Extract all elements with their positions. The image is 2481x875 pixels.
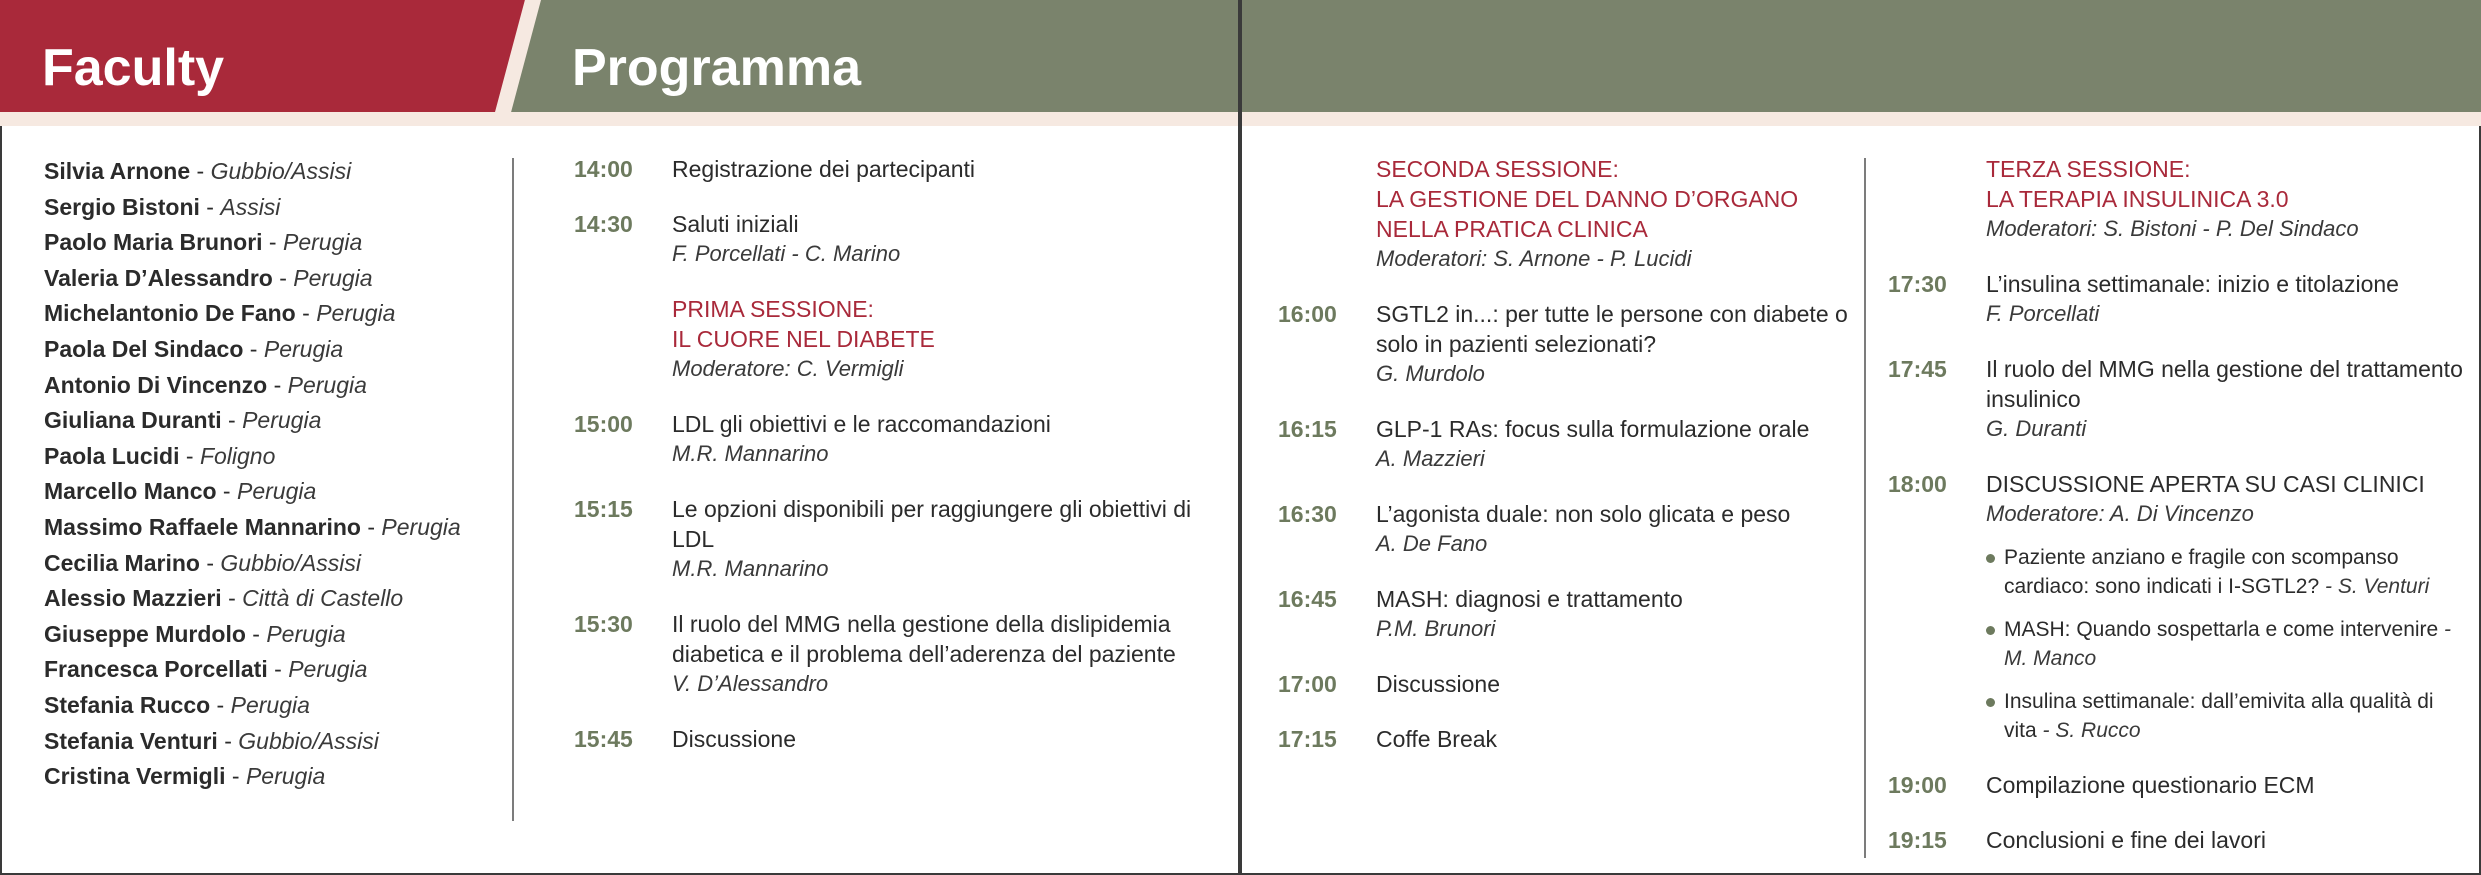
faculty-member	[44, 368, 504, 404]
case-list	[1986, 543, 2468, 745]
faculty-separator: -	[267, 371, 288, 398]
item-time: 19:00	[1888, 772, 1947, 798]
item-title: Registrazione dei partecipanti	[672, 156, 976, 182]
program-item	[1278, 499, 1848, 559]
program-column-1	[574, 154, 1234, 779]
program-item	[1278, 584, 1848, 644]
faculty-member	[44, 688, 504, 724]
program-item	[1278, 414, 1848, 474]
faculty-name: Paola Lucidi	[44, 442, 180, 469]
item-title: L’agonista duale: non solo glicata e peso	[1376, 501, 1791, 527]
case-speaker: - M. Manco	[2004, 618, 2452, 670]
faculty-name: Giuliana Duranti	[44, 407, 222, 434]
faculty-member	[44, 474, 504, 510]
faculty-separator: -	[272, 264, 294, 291]
session-heading	[1278, 154, 1848, 274]
faculty-separator: -	[267, 656, 289, 683]
item-title: Discussione	[1376, 671, 1500, 697]
program-item	[1888, 469, 2468, 745]
session-heading	[574, 294, 1234, 384]
program-item	[574, 724, 1234, 754]
item-time: 15:00	[574, 411, 633, 437]
item-speaker: V. D’Alessandro	[672, 671, 829, 696]
session-label: TERZA SESSIONE:	[1986, 156, 2191, 182]
item-time: 16:15	[1278, 416, 1337, 442]
faculty-name: Antonio Di Vincenzo	[44, 371, 268, 398]
faculty-separator: -	[217, 727, 239, 754]
faculty-member	[44, 439, 504, 475]
faculty-heading: Faculty	[42, 39, 225, 97]
program-item	[574, 609, 1234, 699]
faculty-member	[44, 332, 504, 368]
item-speaker: A. De Fano	[1376, 531, 1488, 556]
faculty-city: Perugia	[381, 513, 461, 540]
case-text: MASH: Quando sospettarla e come intervenire	[2004, 618, 2439, 641]
faculty-separator: -	[210, 691, 231, 718]
item-speaker: G. Murdolo	[1376, 361, 1485, 386]
program-column-2	[1278, 154, 1848, 779]
faculty-name: Paolo Maria Brunori	[44, 229, 263, 256]
item-speaker: P.M. Brunori	[1376, 616, 1496, 641]
faculty-separator: -	[225, 763, 246, 790]
program-item	[574, 494, 1234, 584]
faculty-city: Perugia	[266, 620, 346, 647]
programma-heading: Programma	[572, 39, 861, 97]
faculty-city: Perugia	[293, 264, 373, 291]
faculty-city: Perugia	[316, 300, 396, 327]
session-heading	[1888, 154, 2468, 244]
session-title: LA GESTIONE DEL DANNO D’ORGANO	[1376, 186, 1799, 212]
faculty-separator: -	[221, 585, 243, 612]
item-title: Coffe Break	[1376, 726, 1498, 752]
session-label: SECONDA SESSIONE:	[1376, 156, 1619, 182]
item-title: Il ruolo del MMG nella gestione della dislipidemia diabetica e il problema dell’aderenza del paziente	[672, 611, 1176, 667]
faculty-name: Massimo Raffaele Mannarino	[44, 513, 361, 540]
item-speaker: Moderatore: A. Di Vincenzo	[1986, 501, 2254, 526]
faculty-member	[44, 652, 504, 688]
faculty-city: Perugia	[263, 335, 344, 362]
faculty-member	[44, 225, 504, 261]
item-speaker: A. Mazzieri	[1376, 446, 1485, 471]
item-time: 17:30	[1888, 271, 1947, 297]
faculty-member	[44, 724, 504, 760]
column-divider	[1864, 158, 1866, 858]
program-item	[574, 209, 1234, 269]
case-item	[1986, 543, 2468, 601]
program-item	[574, 409, 1234, 469]
faculty-member	[44, 296, 504, 332]
program-column-3	[1888, 154, 2468, 875]
item-title: SGTL2 in...: per tutte le persone con diabete o solo in pazienti selezionati?	[1376, 301, 1848, 357]
item-title: Saluti iniziali	[672, 211, 799, 237]
faculty-list	[44, 154, 504, 795]
faculty-separator: -	[262, 229, 283, 256]
program-item	[1888, 354, 2468, 444]
faculty-separator: -	[245, 620, 267, 647]
session-title: IL CUORE NEL DIABETE	[672, 326, 935, 352]
faculty-separator: -	[199, 193, 221, 220]
item-speaker: M.R. Mannarino	[672, 441, 829, 466]
item-time: 15:45	[574, 726, 633, 752]
case-text: Paziente anziano e fragile con scompanso cardiaco: sono indicati i I-SGTL2?	[2004, 546, 2399, 598]
faculty-member	[44, 261, 504, 297]
faculty-name: Valeria D’Alessandro	[44, 264, 273, 291]
item-time: 18:00	[1888, 471, 1947, 497]
bullet-dot-icon	[1986, 626, 1995, 635]
faculty-name: Cristina Vermigli	[44, 763, 226, 790]
program-item	[1888, 770, 2468, 800]
faculty-member	[44, 617, 504, 653]
faculty-member	[44, 581, 504, 617]
program-item	[1278, 669, 1848, 699]
faculty-separator: -	[243, 335, 264, 362]
faculty-name: Michelantonio De Fano	[44, 300, 296, 327]
item-title: LDL gli obiettivi e le raccomandazioni	[672, 411, 1051, 437]
item-title: Compilazione questionario ECM	[1986, 772, 2315, 798]
item-title: GLP-1 RAs: focus sulla formulazione orale	[1376, 416, 1810, 442]
faculty-name: Paola Del Sindaco	[44, 335, 244, 362]
bullet-dot-icon	[1986, 698, 1995, 707]
session-moderator: Moderatori: S. Arnone - P. Lucidi	[1376, 246, 1692, 271]
item-title: Le opzioni disponibili per raggiungere gli obiettivi di LDL	[672, 496, 1192, 552]
item-speaker: F. Porcellati	[1986, 301, 2100, 326]
faculty-city: Perugia	[242, 407, 322, 434]
faculty-name: Francesca Porcellati	[44, 656, 268, 683]
faculty-name: Silvia Arnone	[44, 158, 191, 184]
faculty-city: Perugia	[283, 229, 363, 256]
faculty-name: Cecilia Marino	[44, 549, 200, 576]
item-speaker: M.R. Mannarino	[672, 556, 829, 581]
faculty-separator: -	[179, 442, 200, 469]
program-item	[1278, 299, 1848, 389]
item-time: 16:30	[1278, 501, 1337, 527]
program-item	[1278, 724, 1848, 754]
faculty-name: Stefania Rucco	[44, 691, 211, 718]
item-time: 15:15	[574, 496, 633, 522]
item-speaker: F. Porcellati - C. Marino	[672, 241, 901, 266]
item-time: 14:00	[574, 156, 633, 182]
case-item	[1986, 687, 2468, 745]
item-title: Il ruolo del MMG nella gestione del trattamento insulinico	[1986, 356, 2463, 412]
item-title: L’insulina settimanale: inizio e titolazione	[1986, 271, 2399, 297]
item-speaker: G. Duranti	[1986, 416, 2087, 441]
faculty-member	[44, 403, 504, 439]
item-time: 16:45	[1278, 586, 1337, 612]
item-time: 15:30	[574, 611, 633, 637]
program-item	[574, 154, 1234, 184]
faculty-separator: -	[216, 478, 237, 505]
item-title: MASH: diagnosi e trattamento	[1376, 586, 1683, 612]
faculty-city: Gubbio/Assisi	[238, 727, 379, 754]
faculty-city: Perugia	[245, 763, 326, 790]
session-moderator: Moderatore: C. Vermigli	[672, 356, 904, 381]
faculty-name: Giuseppe Murdolo	[44, 620, 246, 647]
case-item	[1986, 615, 2468, 673]
item-time: 14:30	[574, 211, 633, 237]
faculty-separator: -	[199, 549, 221, 576]
item-title: DISCUSSIONE APERTA SU CASI CLINICI	[1986, 471, 2425, 497]
faculty-separator: -	[295, 300, 317, 327]
faculty-member	[44, 154, 504, 190]
faculty-city: Perugia	[287, 371, 367, 398]
faculty-member	[44, 510, 504, 546]
item-time: 19:15	[1888, 827, 1947, 853]
item-time: 17:00	[1278, 671, 1337, 697]
faculty-member	[44, 759, 504, 795]
faculty-name: Alessio Mazzieri	[44, 585, 222, 612]
faculty-separator: -	[190, 158, 211, 184]
session-label: PRIMA SESSIONE:	[672, 296, 874, 322]
program-item	[1888, 269, 2468, 329]
faculty-separator: -	[221, 407, 243, 434]
session-moderator: Moderatori: S. Bistoni - P. Del Sindaco	[1986, 216, 2359, 241]
bullet-dot-icon	[1986, 554, 1995, 563]
faculty-city: Foligno	[199, 442, 276, 469]
faculty-member	[44, 190, 504, 226]
faculty-name: Sergio Bistoni	[44, 193, 200, 220]
faculty-name: Marcello Manco	[44, 478, 217, 505]
page-fold-line	[1238, 0, 1242, 875]
faculty-city: Perugia	[288, 656, 368, 683]
session-title: NELLA PRATICA CLINICA	[1376, 216, 1648, 242]
case-speaker: - S. Rucco	[2036, 719, 2141, 742]
faculty-city: Assisi	[220, 193, 281, 220]
column-divider	[512, 158, 514, 821]
item-time: 17:15	[1278, 726, 1337, 752]
item-title: Conclusioni e fine dei lavori	[1986, 827, 2266, 853]
faculty-city: Gubbio/Assisi	[210, 158, 352, 184]
faculty-city: Città di Castello	[242, 585, 404, 612]
item-time: 16:00	[1278, 301, 1337, 327]
faculty-separator: -	[360, 513, 382, 540]
item-title: Discussione	[672, 726, 796, 752]
case-text: Insulina settimanale: dall’emivita alla qualità di vita	[2004, 690, 2434, 742]
case-speaker: - S. Venturi	[2319, 575, 2430, 598]
faculty-member	[44, 546, 504, 582]
session-title: LA TERAPIA INSULINICA 3.0	[1986, 186, 2289, 212]
faculty-city: Perugia	[237, 478, 317, 505]
faculty-city: Perugia	[230, 691, 310, 718]
faculty-name: Stefania Venturi	[44, 727, 218, 754]
faculty-city: Gubbio/Assisi	[220, 549, 362, 576]
program-item	[1888, 825, 2468, 855]
item-time: 17:45	[1888, 356, 1947, 382]
